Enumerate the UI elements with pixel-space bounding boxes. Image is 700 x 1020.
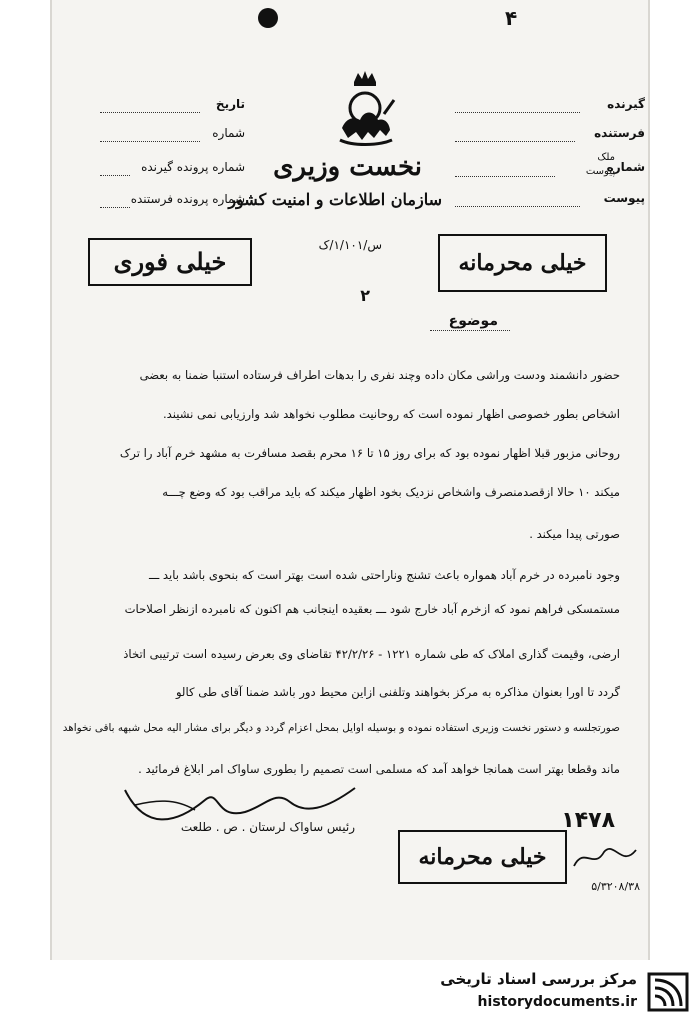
number-sublabel-2: پیوست <box>585 166 615 177</box>
subject-label: موضوع <box>448 313 498 329</box>
recipient-file-line <box>100 175 130 176</box>
urgent-stamp: خیلی فوری <box>88 238 252 286</box>
page-marker: ۲ <box>360 286 370 305</box>
addressee-line <box>455 112 580 113</box>
sender-file-line <box>100 207 130 208</box>
body-line: روحانی مزبور قبلا اظهار نموده بود که برای روز ۱۵ تا ۱۶ محرم بقصد مسافرت به مشهد خرم آباد را ترک <box>119 446 620 460</box>
confidential-stamp-top: خیلی محرمانه <box>438 234 607 292</box>
footer-org-name: مرکز بررسی اسناد تاریخی <box>440 970 637 988</box>
number-label-left: شماره <box>212 126 245 140</box>
archive-logo-icon <box>645 970 691 1014</box>
body-line: وجود نامبرده در خرم آباد همواره باعث تشنج وناراحتی شده است بهتر است که بنحوی باشد باید ـــ <box>149 568 620 582</box>
body-line: گردد تا اورا بعنوان مذاکره به مرکز بخواهند وتلفنی ازاین محیط دور باشد ضمنا آقای طی کالو <box>175 685 620 699</box>
body-line: اشخاص بطور خصوصی اظهار نموده است که روحانیت مطلوب نخواهد شد وارزیابی نمی نشیند. <box>162 407 620 421</box>
handwritten-initials <box>570 840 640 876</box>
attachment-label: پیوست <box>603 191 645 205</box>
signature-block: رئیس ساواک لرستان . ص . طلعت <box>180 820 355 834</box>
punch-hole <box>258 8 278 28</box>
number-line-right <box>455 176 555 177</box>
date-label: تاریخ <box>215 97 245 111</box>
page-number: ۴ <box>505 6 518 30</box>
org-title: نخست وزیری <box>273 152 422 182</box>
attachment-line <box>455 206 580 207</box>
footer-website: historydocuments.ir <box>477 994 637 1010</box>
subject-line <box>430 330 510 331</box>
bottom-code: ۵/۳۲۰۸/۳۸ <box>591 880 640 893</box>
number-label-right: شماره <box>606 160 645 174</box>
confidential-stamp-bottom: خیلی محرمانه <box>398 830 567 884</box>
lion-and-sun-emblem <box>334 70 396 152</box>
org-code: س/۱/۱۰۱/ک <box>318 238 382 252</box>
page-edge-left <box>50 0 52 960</box>
addressee-label: گیرنده <box>607 97 645 111</box>
body-line: ارضی، وقیمت گذاری املاک که طی شماره ۱۲۲۱ - ۴۲/۲/۲۶ تقاضای وی بعرض رسیده است ترتیبی اتخاذ <box>123 647 620 661</box>
footer-watermark <box>415 968 695 1016</box>
number-line-left <box>100 141 200 142</box>
body-line: مستمسکی فراهم نمود که ازخرم آباد خارج شود ـــ بعقیده اینجانب هم اکنون که نامبرده ازنظر اصلاحات <box>124 602 620 616</box>
recipient-file-label: شماره پرونده گیرنده <box>141 160 245 174</box>
number-sublabel-1: ملک <box>597 152 615 163</box>
body-line: صورتی پیدا میکند . <box>529 527 620 541</box>
sender-file-label: شماره پرونده فرستنده <box>130 192 245 206</box>
date-line <box>100 112 200 113</box>
body-line: حضور دانشمند ودست وراشی مکان داده وچند نفری را بدهات اطراف فرستاده استنبا ضمنا به بعضی <box>139 368 620 382</box>
sender-line <box>455 141 575 142</box>
body-line: صورتجلسه و دستور نخست وزیری استفاده نموده و بوسیله اوایل بمحل اعزام گردد و دیگر برای مشار الیه محل شبهه باقی نخواهد <box>62 722 620 734</box>
page-edge-right <box>648 0 650 960</box>
body-line: ماند وقطعا بهتر است همانجا خواهد آمد که مسلمی است تصمیم را بطوری ساواک امر ابلاغ فرمائید . <box>138 762 620 776</box>
handwritten-number: ۱۴۷۸ <box>561 808 615 833</box>
sender-label: فرستنده <box>594 126 645 140</box>
body-line: میکند ۱۰ حالا ازقصدمنصرف واشخاص نزدیک بخود اظهار میکند که باید مراقب بود که وضع چـــه <box>162 485 620 499</box>
org-subtitle: سازمان اطلاعات و امنیت کشور <box>228 190 442 209</box>
